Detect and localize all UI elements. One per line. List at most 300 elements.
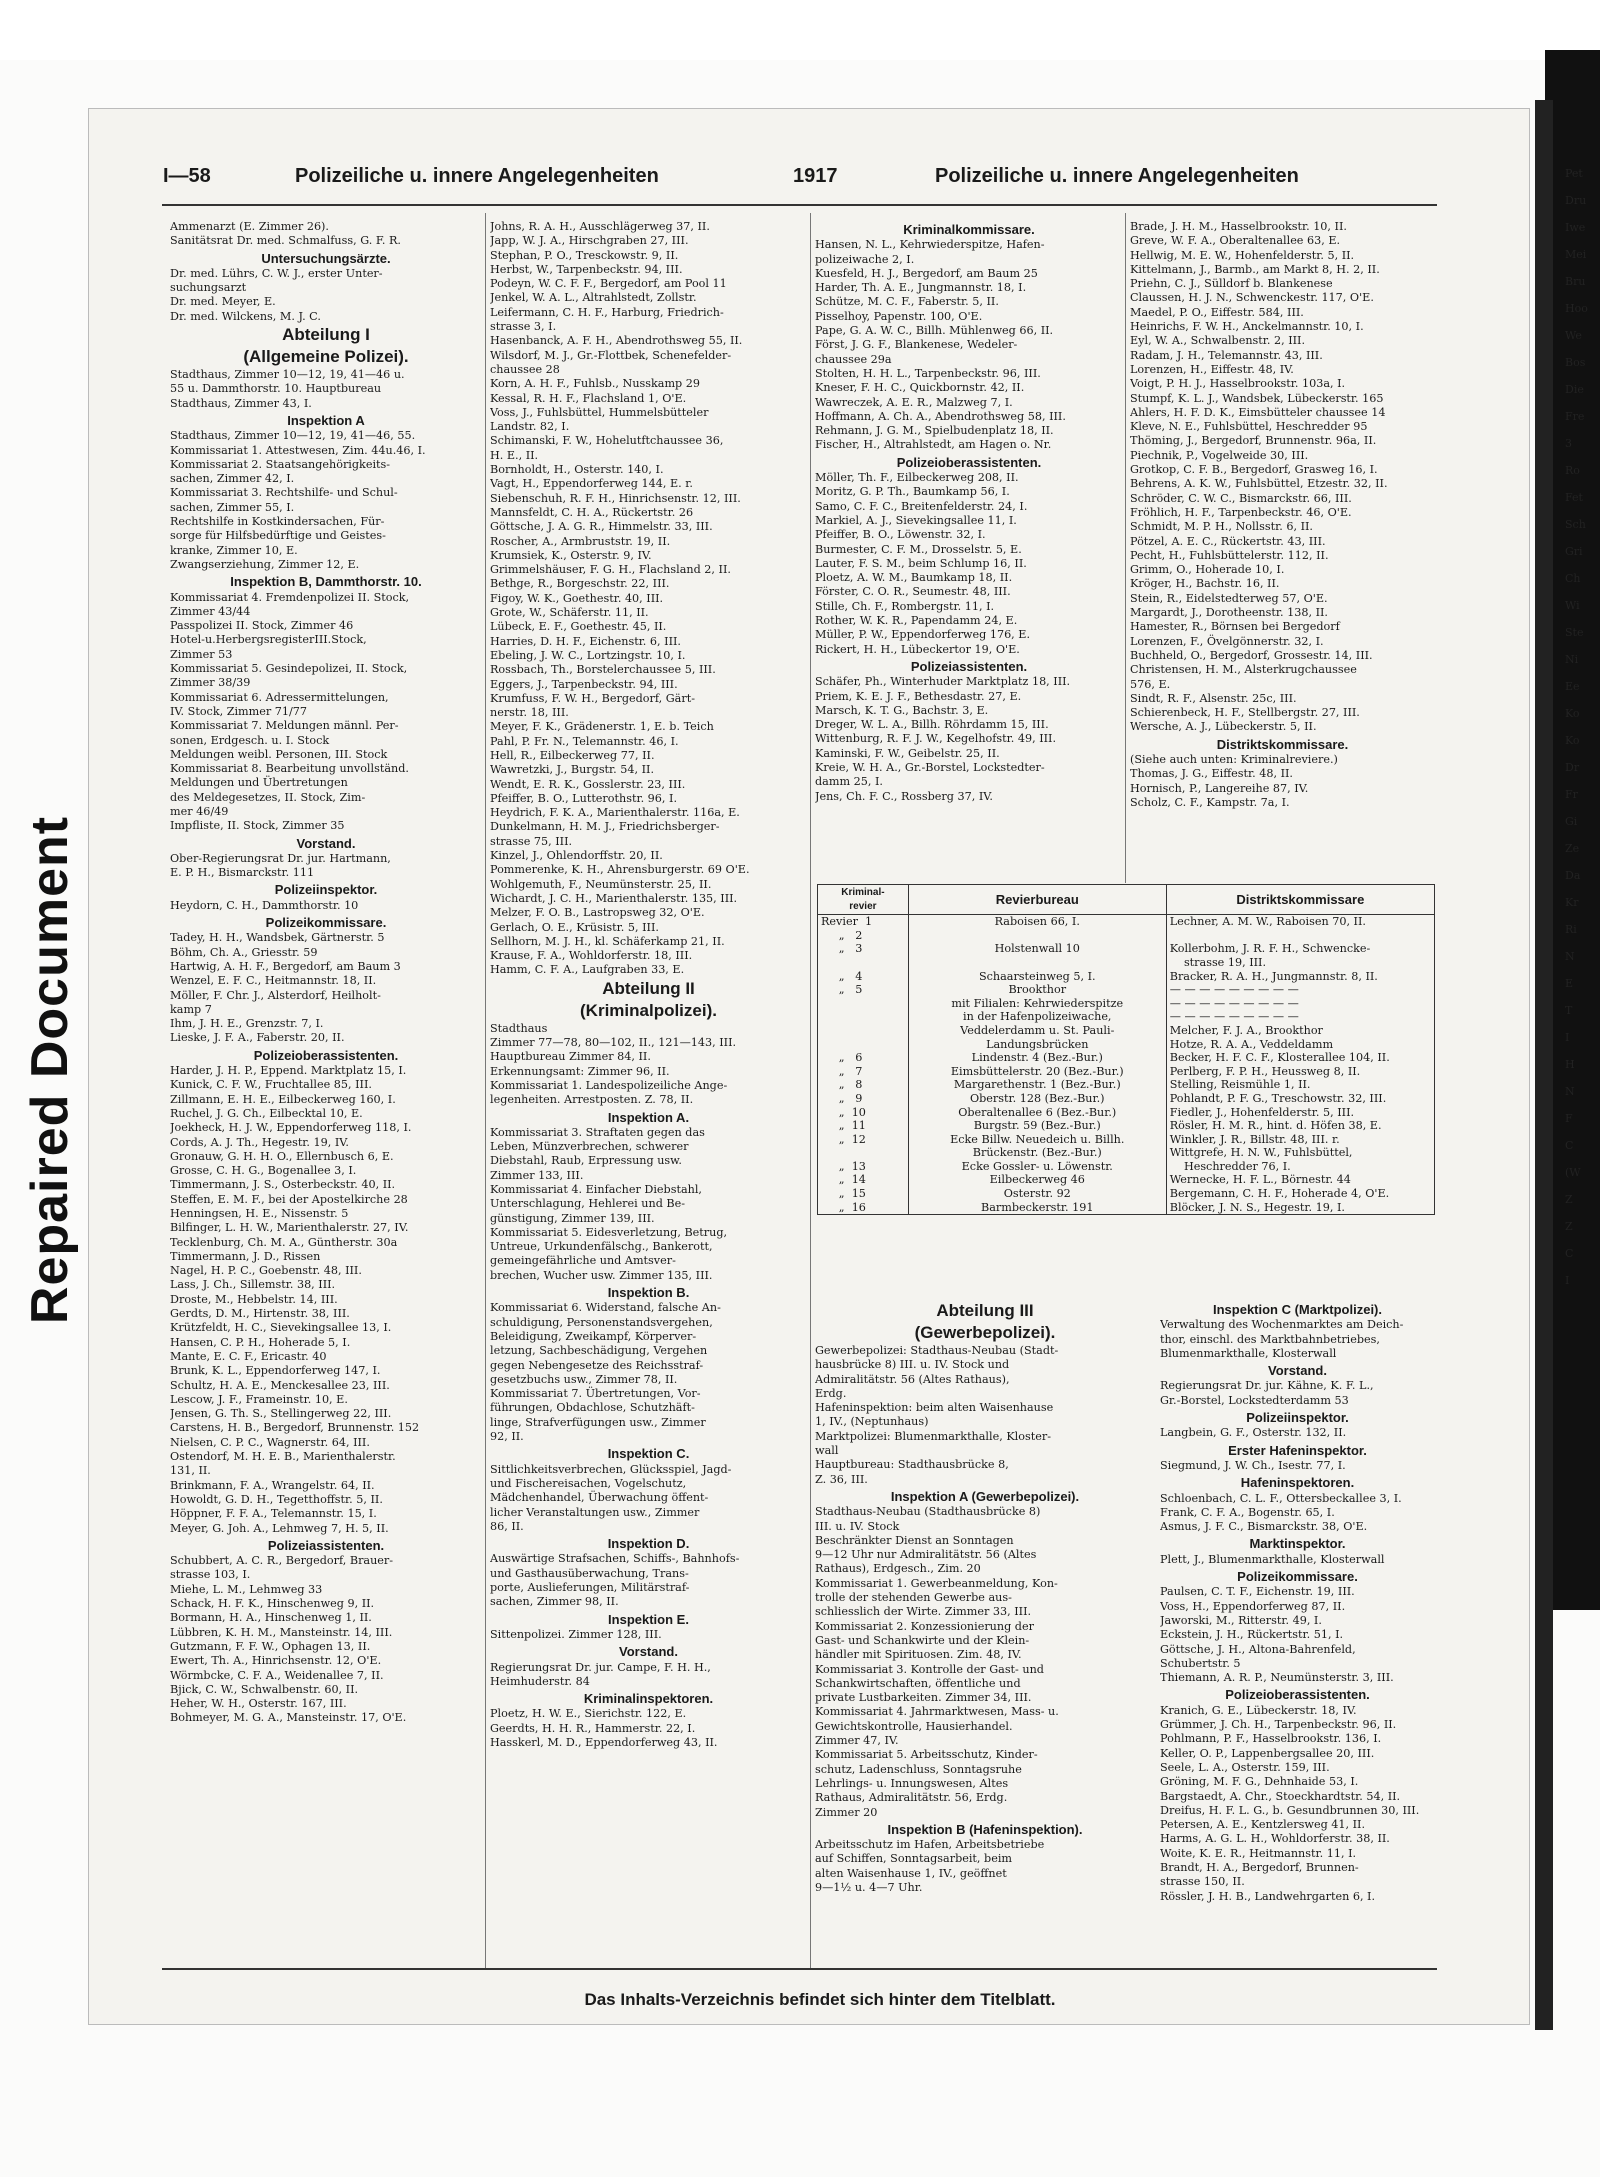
table-cell [818, 1038, 909, 1052]
text-line: Korn, A. H. F., Fuhlsb., Nusskamp 29 [490, 377, 701, 391]
section-heading: Inspektion B (Hafeninspektion). [887, 1821, 1083, 1837]
text-line: Först, J. G. F., Blankenese, Wedeler- [815, 338, 1018, 352]
text-line: Jaworski, M., Ritterstr. 49, I. [1160, 1613, 1322, 1627]
text-line: Kommissariat 7. Übertretungen, Vor- [490, 1387, 701, 1401]
table-row [818, 942, 1435, 956]
strip-fragment: H [1565, 1058, 1575, 1071]
table-cell: Hotze, R. A. A., Veddeldamm [1166, 1038, 1434, 1052]
text-line: brechen, Wucher usw. Zimmer 135, III. [490, 1268, 713, 1282]
text-line: Wersche, A. J., Lübeckerstr. 5, II. [1130, 720, 1317, 734]
section-heading: Distriktskommissare. [1216, 736, 1349, 752]
text-line: Kommissariat 6. Adressermittelungen, [170, 690, 389, 704]
table-cell: Bracker, R. A. H., Jungmannstr. 8, II. [1166, 970, 1434, 984]
table-cell: Holstenwall 10 [908, 942, 1166, 956]
text-line: Kleve, N. E., Fuhlsbüttel, Heschredder 95 [1130, 420, 1368, 434]
text-line: sonen, Erdgesch. u. I. Stock [170, 733, 330, 747]
text-line: Siebenschuh, R. F. H., Hinrichsenstr. 12, III. [490, 491, 741, 505]
table-cell: Becker, H. F. C. F., Klosterallee 104, II. [1166, 1051, 1434, 1065]
footer-note: Das Inhalts-Verzeichnis befindet sich hinter dem Titelblatt. [584, 1990, 1056, 2009]
column-6 [1160, 1300, 1435, 1955]
text-line: private Lustbarkeiten. Zimmer 34, III. [815, 1691, 1032, 1705]
page-header [105, 165, 1455, 195]
section-heading: Hafeninspektoren. [1240, 1475, 1355, 1491]
table-cell [818, 1146, 909, 1160]
table-cell: Veddelerdamm u. St. Pauli- [908, 1024, 1166, 1038]
table-cell: — — — — — — — — — [1166, 1010, 1434, 1024]
text-line: Zimmer 47, IV. [815, 1734, 899, 1748]
text-line: Schubertstr. 5 [1160, 1656, 1241, 1670]
text-line: damm 25, I. [815, 775, 883, 789]
text-line: Joekheck, H. J. W., Eppendorferweg 118, I. [170, 1121, 412, 1135]
text-line: H. E., II. [490, 448, 539, 462]
text-line: Zimmer 133, III. [490, 1168, 584, 1182]
table-cell: Kollerbohm, J. R. F. H., Schwencke- [1166, 942, 1434, 956]
text-line: Gerlach, O. E., Krüsistr. 5, III. [490, 920, 659, 934]
text-line: Harder, J. H. P., Eppend. Marktplatz 15, I. [170, 1064, 407, 1078]
text-line: Carstens, H. B., Bergedorf, Brunnenstr. 152 [170, 1421, 420, 1435]
text-line: Kommissariat 1. Gewerbeanmeldung, Kon- [815, 1576, 1058, 1590]
text-line: wall [815, 1444, 839, 1458]
table-header-cell: Distriktskommissare [1166, 885, 1434, 915]
strip-fragment: Wi [1565, 599, 1580, 612]
text-line: Kommissariat 1. Attestwesen, Zim. 44u.46, I. [170, 443, 426, 457]
table-cell: Ecke Billw. Neuedeich u. Billh. [908, 1133, 1166, 1147]
strip-fragment: 3 [1565, 437, 1572, 450]
text-line: Wendt, E. R. K., Gosslerstr. 23, III. [490, 777, 686, 791]
text-line: mer 46/49 [170, 804, 229, 818]
strip-fragment: I [1565, 1274, 1570, 1287]
text-line: Petersen, A. E., Kentzlersweg 41, II. [1160, 1818, 1366, 1832]
text-line: händler mit Spirituosen. Zim. 48, IV. [815, 1648, 1022, 1662]
text-line: Wenzel, E. F. C., Heitmannstr. 18, II. [170, 974, 377, 988]
table-cell: — — — — — — — — — [1166, 983, 1434, 997]
text-line: Grimmelshäuser, F. G. H., Flachsland 2, II. [490, 563, 731, 577]
table-cell: Bergemann, C. H. F., Hoherade 4, O'E. [1166, 1187, 1434, 1201]
strip-fragment: Pet [1565, 167, 1583, 180]
header-year: 1917 [793, 165, 838, 187]
text-line: Tecklenburg, Ch. M. A., Güntherstr. 30a [170, 1235, 398, 1249]
text-line: Grote, W., Schäferstr. 11, II. [490, 606, 649, 620]
table-cell [1166, 929, 1434, 943]
text-line: Kranich, G. E., Lübeckerstr. 18, IV. [1160, 1703, 1357, 1717]
table-cell: „ 3 [818, 942, 909, 956]
text-line: Dreger, W. L. A., Billh. Röhrdamm 15, III. [815, 718, 1049, 732]
text-line: Verwaltung des Wochenmarktes am Deich- [1160, 1318, 1404, 1332]
text-line: Heimhuderstr. 84 [490, 1674, 590, 1688]
text-line: strasse 3, I. [490, 320, 557, 334]
text-line: Brade, J. H. M., Hasselbrookstr. 10, II. [1130, 220, 1347, 233]
text-line: Krumsiek, K., Osterstr. 9, IV. [490, 548, 652, 562]
table-cell [908, 929, 1166, 943]
strip-fragment: N [1565, 950, 1575, 963]
strip-fragment: Bos [1565, 356, 1586, 369]
text-line: Gewerbepolizei: Stadthaus-Neubau (Stadt- [815, 1344, 1059, 1357]
text-line: Steffen, E. M. F., bei der Apostelkirche 28 [170, 1192, 408, 1206]
text-line: Kommissariat 5. Eidesverletzung, Betrug, [490, 1225, 728, 1239]
text-line: Figoy, W. K., Goethestr. 40, III. [490, 591, 664, 605]
text-line: Hansen, N. L., Kehrwiederspitze, Hafen- [815, 238, 1045, 252]
text-line: letzung, Sachbeschädigung, Vergehen [490, 1344, 708, 1358]
strip-fragment: Gri [1565, 545, 1583, 558]
text-line: schuldigung, Personenstandsvergehen, [490, 1315, 713, 1329]
text-line: Hasskerl, M. D., Eppendorferweg 43, II. [490, 1735, 718, 1749]
text-line: Pisselhoy, Papenstr. 100, O'E. [815, 309, 983, 323]
text-line: Hauptbureau: Stadthausbrücke 8, [815, 1458, 1009, 1472]
text-line: Scholz, C. F., Kampstr. 7a, I. [1130, 795, 1290, 809]
text-line: linge, Strafverfügungen usw., Zimmer [490, 1415, 706, 1429]
text-line: Ruchel, J. G. Ch., Eilbecktal 10, E. [170, 1106, 363, 1120]
text-line: Rathaus, Admiralitätstr. 56, Erdg. [815, 1791, 1008, 1805]
text-line: Christensen, H. M., Alsterkrugchaussee [1130, 663, 1357, 677]
text-line: Kommissariat 7. Meldungen männl. Per- [170, 719, 399, 733]
text-line: 9—12 Uhr nur Admiralitätstr. 56 (Altes [815, 1548, 1037, 1562]
table-cell: Oberaltenallee 6 (Bez.-Bur.) [908, 1106, 1166, 1120]
text-line: Roscher, A., Armbruststr. 19, II. [490, 534, 671, 548]
table-row [818, 1106, 1435, 1120]
text-line: Wawretzki, J., Burgstr. 54, II. [490, 763, 655, 777]
section-heading: Polizeiassistenten. [910, 658, 1028, 674]
table-cell: „ 4 [818, 970, 909, 984]
strip-fragment: Da [1565, 869, 1581, 882]
text-line: Henningsen, H. E., Nissenstr. 5 [170, 1207, 349, 1220]
text-line: Kommissariat 1. Landespolizeiliche Ange- [490, 1078, 728, 1092]
text-line: Herbst, W., Tarpenbeckstr. 94, III. [490, 262, 683, 276]
text-line: Unterschlagung, Hehlerei und Be- [490, 1197, 686, 1211]
text-line: Rickert, H. H., Lübeckertor 19, O'E. [815, 642, 1020, 656]
text-line: Arbeitsschutz im Hafen, Arbeitsbetriebe [815, 1838, 1045, 1852]
text-line: Rechtshilfe in Kostkindersachen, Für- [170, 515, 385, 529]
text-line: Stolten, H. H. L., Tarpenbeckstr. 96, III. [815, 366, 1041, 380]
text-line: Hellwig, M. E. W., Hohenfelderstr. 5, II. [1130, 248, 1355, 262]
table-cell: Blöcker, J. N. S., Hegestr. 19, I. [1166, 1201, 1434, 1215]
strip-fragment: I [1565, 1031, 1570, 1044]
text-line: und Fischereisachen, Vogelschutz, [490, 1476, 687, 1490]
strip-fragment: Ri [1565, 923, 1577, 936]
table-row [818, 929, 1435, 943]
text-line: Sindt, R. F., Alsenstr. 25c, III. [1130, 691, 1297, 705]
text-line: Meyer, G. Joh. A., Lehmweg 7, H. 5, II. [170, 1521, 389, 1535]
text-line: Hamester, R., Börnsen bei Bergedorf [1130, 620, 1340, 634]
text-line: Schmidt, M. P. H., Nollsstr. 6, II. [1130, 520, 1313, 534]
footer-rule [162, 1968, 1437, 1970]
text-line: Lauter, F. S. M., beim Schlump 16, II. [815, 556, 1027, 570]
text-line: Behrens, A. K. W., Fuhlsbüttel, Etzestr. 32, II. [1130, 477, 1388, 491]
text-line: Wörmbcke, C. F. A., Weidenallee 7, II. [170, 1668, 384, 1682]
text-line: Kröger, H., Bachstr. 16, II. [1130, 577, 1280, 591]
table-cell: Rösler, H. M. R., hint. d. Höfen 38, E. [1166, 1119, 1434, 1133]
text-line: Stein, R., Eidelstedterweg 57, O'E. [1130, 591, 1328, 605]
scan-edge-dark-2 [1535, 100, 1553, 2030]
text-line: Bornholdt, H., Osterstr. 140, I. [490, 463, 664, 477]
text-line: Ostendorf, M. H. E. B., Marienthalerstr. [170, 1450, 396, 1464]
table-cell: Perlberg, F. P. H., Heussweg 8, II. [1166, 1065, 1434, 1079]
text-line: 131, II. [170, 1464, 211, 1478]
table-cell: Lechner, A. M. W., Raboisen 70, II. [1166, 915, 1434, 929]
text-line: Radam, J. H., Telemannstr. 43, III. [1130, 348, 1323, 362]
section-heading: Vorstand. [619, 1644, 678, 1660]
text-line: sachen, Zimmer 42, I. [170, 472, 295, 486]
text-line: IV. Stock, Zimmer 71/77 [170, 704, 308, 718]
text-line: Bjick, C. W., Schwalbenstr. 60, II. [170, 1682, 359, 1696]
text-line: Böhm, Ch. A., Griesstr. 59 [170, 945, 318, 959]
strip-fragment: (W [1565, 1166, 1581, 1179]
strip-fragment: Ko [1565, 734, 1580, 747]
text-line: Wawreczek, A. E. R., Malzweg 7, I. [815, 395, 1013, 409]
table-cell: Ecke Gossler- u. Löwenstr. [908, 1160, 1166, 1174]
text-line: Maedel, P. O., Eiffestr. 584, III. [1130, 305, 1304, 319]
text-line: Grotkop, C. F. B., Bergedorf, Grasweg 16, I. [1130, 463, 1378, 477]
text-line: Bormann, H. A., Hinschenweg 1, II. [170, 1611, 372, 1625]
text-line: Gast- und Schankwirte und der Klein- [815, 1633, 1030, 1647]
text-line: suchungsarzt [170, 281, 247, 295]
text-line: Stumpf, K. L. J., Wandsbek, Lübeckerstr. 165 [1130, 391, 1384, 405]
table-cell: „ 8 [818, 1078, 909, 1092]
table-row [818, 915, 1435, 929]
text-line: Wilsdorf, M. J., Gr.-Flottbek, Schenefelder- [490, 348, 732, 362]
table-cell: Stelling, Reismühle 1, II. [1166, 1078, 1434, 1092]
text-line: Jensen, G. Th. S., Stellingerweg 22, III. [170, 1407, 392, 1421]
text-line: legenheiten. Arrestposten. Z. 78, II. [490, 1093, 694, 1107]
text-line: Kunick, C. F. W., Fruchtallee 85, III. [170, 1078, 372, 1092]
text-line: Markiel, A. J., Sievekingsallee 11, I. [815, 513, 1017, 527]
strip-fragment: Ee [1565, 680, 1580, 693]
text-line: Möller, Th. F., Eilbeckerweg 208, II. [815, 471, 1019, 485]
text-line: Eckstein, J. H., Rückertstr. 51, I. [1160, 1628, 1344, 1642]
text-line: Hell, R., Eilbeckerweg 77, II. [490, 748, 655, 762]
text-line: Priem, K. E. J. F., Bethesdastr. 27, E. [815, 689, 1022, 703]
text-line: Marktpolizei: Blumenmarkthalle, Kloster- [815, 1429, 1051, 1443]
strip-fragment: Ze [1565, 842, 1580, 855]
text-line: sachen, Zimmer 98, II. [490, 1595, 619, 1609]
text-line: des Meldegesetzes, II. Stock, Zim- [170, 790, 366, 804]
text-line: 576, E. [1130, 677, 1171, 691]
text-line: Heinrichs, F. W. H., Anckelmannstr. 10, I. [1130, 320, 1364, 334]
text-line: strasse 75, III. [490, 834, 573, 848]
text-line: Timmermann, J. D., Rissen [170, 1249, 321, 1263]
text-line: Schimanski, F. W., Hohelutftchaussee 36, [490, 434, 724, 448]
section-heading: Erster Hafeninspektor. [1228, 1442, 1367, 1458]
table-row [818, 1038, 1435, 1052]
table-header-cell: Kriminal- revier [818, 885, 909, 915]
text-line: Beschränkter Dienst an Sonntagen [815, 1533, 1014, 1547]
table-cell [818, 956, 909, 970]
table-cell: in der Hafenpolizeiwache, [908, 1010, 1166, 1024]
table-row [818, 1201, 1435, 1215]
text-line: Blumenmarkthalle, Klosterwall [1160, 1346, 1337, 1360]
text-line: Frank, C. F. A., Bogenstr. 65, I. [1160, 1505, 1335, 1519]
section-heading: Polizeioberassistenten. [896, 454, 1042, 470]
text-line: Rossbach, Th., Borstelerchaussee 5, III. [490, 663, 716, 677]
text-line: Marsch, K. T. G., Bachstr. 3, E. [815, 703, 989, 717]
text-line: Mannsfeldt, C. H. A., Rückertstr. 26 [490, 505, 694, 519]
strip-fragment: N [1565, 1085, 1575, 1098]
text-line: schutz, Ladenschluss, Sonntagsruhe [815, 1762, 1022, 1776]
text-line: sachen, Zimmer 55, I. [170, 500, 295, 514]
column-3 [815, 220, 1123, 880]
text-line: Kommissariat 6. Widerstand, falsche An- [490, 1301, 721, 1315]
text-line: Ebeling, J. W. C., Lortzingstr. 10, I. [490, 648, 686, 662]
text-line: Müller, P. W., Eppendorferweg 176, E. [815, 628, 1031, 642]
table-cell: Landungsbrücken [908, 1038, 1166, 1052]
table-cell: Melcher, F. J. A., Brookthor [1166, 1024, 1434, 1038]
table-cell: Raboisen 66, I. [908, 915, 1166, 929]
text-line: thor, einschl. des Marktbahnbetriebes, [1160, 1332, 1380, 1346]
table-cell: Revier 1 [818, 915, 909, 929]
text-line: Lehrlings- u. Innungswesen, Altes [815, 1776, 1009, 1790]
text-line: Langbein, G. F., Osterstr. 132, II. [1160, 1426, 1347, 1440]
table-cell: strasse 19, III. [1166, 956, 1434, 970]
section-heading: Polizeiinspektor. [1246, 1410, 1349, 1426]
table-row [818, 997, 1435, 1011]
text-line: Hafeninspektion: beim alten Waisenhause [815, 1401, 1054, 1415]
text-line: Asmus, J. F. C., Bismarckstr. 38, O'E. [1160, 1520, 1368, 1534]
section-heading: Kriminalkommissare. [903, 222, 1035, 237]
text-line: Göttsche, J. A. G. R., Himmelstr. 33, III. [490, 520, 713, 534]
text-line: Mante, E. C. F., Ericastr. 40 [170, 1349, 327, 1363]
text-line: Pecht, H., Fuhlsbüttelerstr. 112, II. [1130, 548, 1329, 562]
text-line: kamp 7 [170, 1002, 212, 1016]
text-line: Gr.-Borstel, Lockstedterdamm 53 [1160, 1393, 1349, 1407]
text-line: Pohlmann, P. F., Hasselbrookstr. 136, I. [1160, 1732, 1382, 1746]
strip-fragment: Gi [1565, 815, 1578, 828]
text-line: Lass, J. Ch., Sillemstr. 38, III. [170, 1278, 336, 1292]
text-line: Impfliste, II. Stock, Zimmer 35 [170, 819, 345, 833]
text-line: Kuesfeld, H. J., Bergedorf, am Baum 25 [815, 266, 1038, 280]
text-line: alten Waisenhause 1, IV., geöffnet [815, 1866, 1007, 1880]
table-cell: „ 15 [818, 1187, 909, 1201]
text-line: Auswärtige Strafsachen, Schiffs-, Bahnhofs- [490, 1552, 740, 1566]
text-line: strasse 103, I. [170, 1568, 251, 1582]
table-row [818, 1133, 1435, 1147]
text-line: Kommissariat 5. Arbeitsschutz, Kinder- [815, 1748, 1038, 1762]
table-cell: Heschredder 76, I. [1166, 1160, 1434, 1174]
text-line: Thomas, J. G., Eiffestr. 48, II. [1130, 767, 1293, 781]
table-cell: „ 14 [818, 1173, 909, 1187]
table-row [818, 1078, 1435, 1092]
text-line: Stadthaus, Zimmer 10—12, 19, 41—46, 55. [170, 429, 416, 443]
column-divider [1125, 213, 1126, 883]
text-line: Geerdts, H. H. R., Hammerstr. 22, I. [490, 1721, 696, 1735]
table-row [818, 1092, 1435, 1106]
text-line: Kittelmann, J., Barmb., am Markt 8, H. 2, II. [1130, 262, 1380, 276]
text-line: Zimmer 38/39 [170, 676, 251, 690]
table-cell: — — — — — — — — — [1166, 997, 1434, 1011]
text-line: Grimm, O., Hoherade 10, I. [1130, 563, 1285, 577]
table-cell: Eilbeckerweg 46 [908, 1173, 1166, 1187]
text-line: Pape, G. A. W. C., Billh. Mühlenweg 66, II. [815, 324, 1054, 338]
section-heading: Untersuchungsärzte. [261, 250, 391, 266]
table-cell: Fiedler, J., Hohenfelderstr. 5, III. [1166, 1106, 1434, 1120]
table-cell: Burgstr. 59 (Bez.-Bur.) [908, 1119, 1166, 1133]
table-cell: Brookthor [908, 983, 1166, 997]
text-line: Schubbert, A. C. R., Bergedorf, Brauer- [170, 1554, 394, 1568]
text-line: Wichardt, J. C. H., Marienthalerstr. 135, III. [490, 891, 738, 905]
text-line: Greve, W. F. A., Oberaltenallee 63, E. [1130, 234, 1341, 248]
strip-fragment: Sch [1565, 518, 1586, 531]
table-cell: „ 2 [818, 929, 909, 943]
table-header-cell: Revierbureau [908, 885, 1166, 915]
text-line: Gröning, M. F. G., Dehnhaide 53, I. [1160, 1775, 1359, 1789]
text-line: chaussee 29a [815, 352, 892, 366]
table-cell: Osterstr. 92 [908, 1187, 1166, 1201]
strip-fragment: Ch [1565, 572, 1581, 585]
table-row [818, 1119, 1435, 1133]
text-line: Hauptbureau Zimmer 84, II. [490, 1050, 651, 1064]
text-line: Förster, C. O. R., Seumestr. 48, III. [815, 585, 1011, 599]
table-cell: „ 12 [818, 1133, 909, 1147]
text-line: auf Schiffen, Sonntagsarbeit, beim [815, 1852, 1013, 1866]
adjacent-page-strip [1565, 160, 1600, 2060]
text-line: Voss, H., Eppendorferweg 87, II. [1160, 1599, 1346, 1613]
table-cell: „ 5 [818, 983, 909, 997]
text-line: Eyl, W. A., Schwalbenstr. 2, III. [1130, 334, 1306, 348]
text-line: Regierungsrat Dr. jur. Campe, F. H. H., [490, 1660, 711, 1674]
text-line: Ihm, J. H. E., Grenzstr. 7, I. [170, 1017, 324, 1031]
table-row [818, 1065, 1435, 1079]
strip-fragment: We [1565, 329, 1582, 342]
text-line: Voigt, P. H. J., Hasselbrookstr. 103a, I. [1130, 377, 1346, 391]
text-line: Thöming, J., Bergedorf, Brunnenstr. 96a, II. [1130, 434, 1377, 448]
text-line: Kommissariat 2. Konzessionierung der [815, 1619, 1034, 1633]
text-line: Rathaus), Erdgesch., Zim. 20 [815, 1562, 981, 1576]
text-line: Rother, W. K. R., Papendamm 24, E. [815, 614, 1018, 628]
text-line: Kommissariat 3. Rechtshilfe- und Schul- [170, 486, 398, 500]
column-divider [485, 213, 486, 1968]
text-line: Margardt, J., Dorotheenstr. 138, II. [1130, 606, 1328, 620]
text-line: Hansen, C. P. H., Hoherade 5, I. [170, 1335, 351, 1349]
section-heading: Inspektion B, Dammthorstr. 10. [230, 574, 422, 590]
table-cell: „ 13 [818, 1160, 909, 1174]
section-heading: Polizeiinspektor. [274, 882, 378, 898]
table-row [818, 1051, 1435, 1065]
text-line: Nagel, H. P. C., Goebenstr. 48, III. [170, 1264, 362, 1278]
text-line: Voss, J., Fuhlsbüttel, Hummelsbütteler [490, 405, 709, 419]
text-line: Siegmund, J. W. Ch., Isestr. 77, I. [1160, 1458, 1346, 1472]
text-line: Schütze, M. C. F., Faberstr. 5, II. [815, 295, 999, 309]
text-line: Beleidigung, Zweikampf, Körperver- [490, 1329, 697, 1343]
table-row [818, 1187, 1435, 1201]
text-line: Schultz, H. A. E., Menckesallee 23, III. [170, 1378, 390, 1392]
section-heading: Inspektion E. [608, 1611, 689, 1627]
table-cell: „ 10 [818, 1106, 909, 1120]
strip-fragment: Bru [1565, 275, 1586, 288]
table-cell [818, 1010, 909, 1024]
text-line: Nielsen, C. P. C., Wagnerstr. 64, III. [170, 1435, 370, 1449]
section-heading: Polizeiassistenten. [267, 1537, 385, 1553]
text-line: Bohmeyer, M. G. A., Mansteinstr. 17, O'E. [170, 1711, 407, 1725]
strip-fragment: Mei [1565, 248, 1587, 261]
repaired-document-label: Repaired Document [21, 815, 79, 1325]
text-line: nerstr. 18, III. [490, 706, 569, 720]
department-title: (Allgemeine Polizei). [243, 347, 409, 367]
text-line: Ewert, Th. A., Hinrichsenstr. 12, O'E. [170, 1654, 382, 1668]
header-rule [162, 204, 1437, 206]
text-line: Lorenzen, F., Övelgönnerstr. 32, I. [1130, 634, 1324, 648]
table-cell: „ 7 [818, 1065, 909, 1079]
text-line: porte, Auslieferungen, Militärstraf- [490, 1581, 690, 1595]
text-line: Meldungen weibl. Personen, III. Stock [170, 747, 388, 761]
text-line: Pötzel, A. E. C., Rückertstr. 43, III. [1130, 534, 1326, 548]
text-line: Hornisch, P., Langereihe 87, IV. [1130, 781, 1309, 795]
text-line: Ahlers, H. F. D. K., Eimsbütteler chaussee 14 [1130, 405, 1386, 419]
text-line: Stadthaus [490, 1021, 548, 1035]
text-line: Stephan, P. O., Tresckowstr. 9, II. [490, 248, 679, 262]
text-line: Brunk, K. L., Eppendorferweg 147, I. [170, 1364, 381, 1378]
text-line: Wittenburg, R. F. J. W., Kegelhofstr. 49, III. [815, 732, 1057, 746]
text-line: Erdg. [815, 1386, 847, 1400]
text-line: Vagt, H., Eppendorferweg 144, E. r. [490, 477, 693, 491]
text-line: Jenkel, W. A. L., Altrahlstedt, Zollstr. [490, 291, 697, 305]
